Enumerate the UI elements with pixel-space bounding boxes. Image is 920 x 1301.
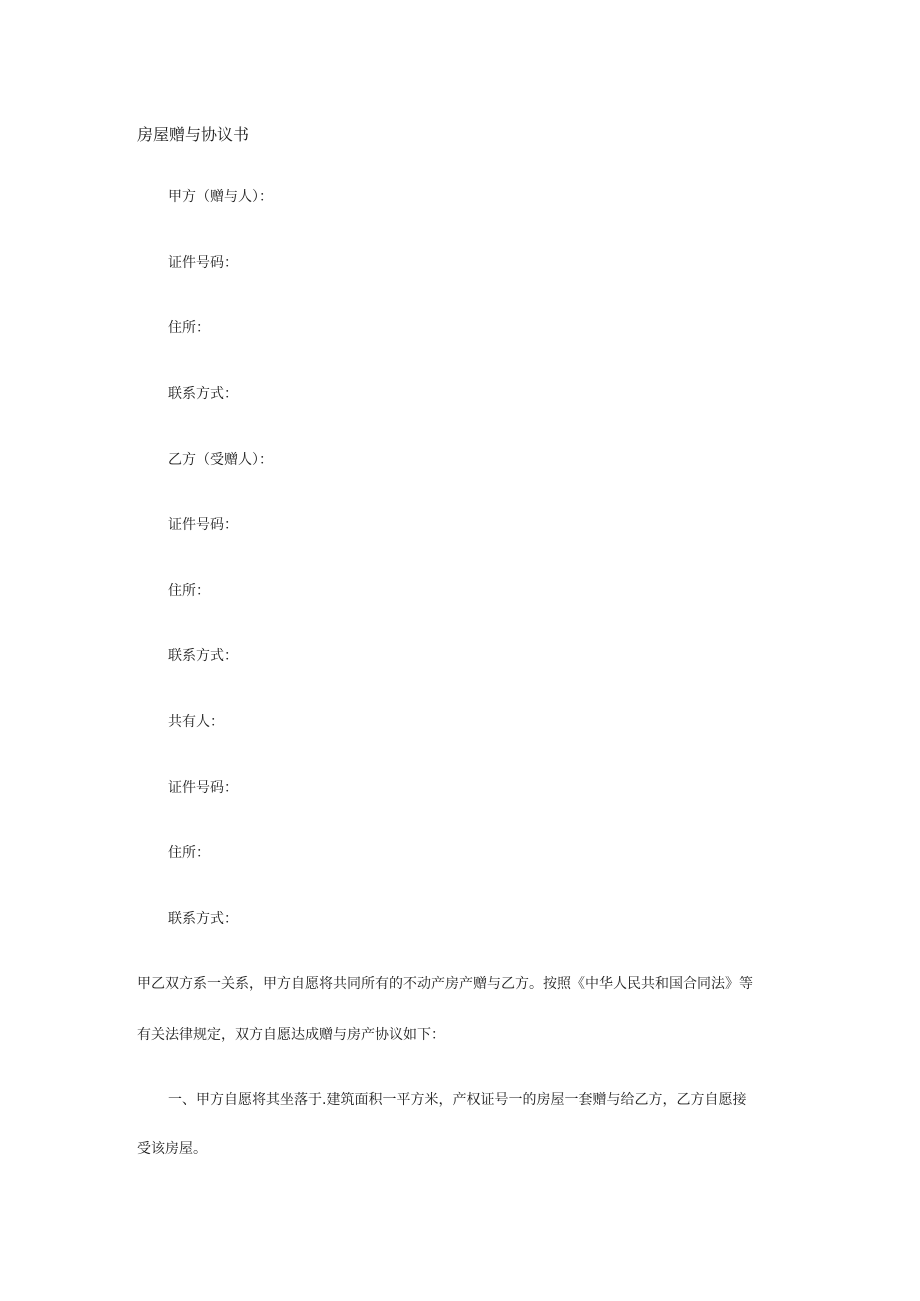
co-owner-address-label: 住所： [168, 845, 210, 861]
party-a-id-label: 证件号码： [168, 255, 238, 271]
party-b-contact-label: 联系方式： [168, 648, 238, 664]
co-owner-contact-label: 联系方式： [168, 911, 238, 927]
clause-1-line-2: 受该房屋。 [137, 1141, 207, 1157]
party-a-address-label: 住所： [168, 320, 210, 336]
clause-1-line-1: 一、甲方自愿将其坐落于.建筑面积一平方米，产权证号一的房屋一套赠与给乙方，乙方自愿接 [168, 1092, 747, 1108]
co-owner-heading: 共有人： [168, 714, 224, 730]
party-b-heading: 乙方（受赠人）： [168, 452, 273, 468]
party-b-address-label: 住所： [168, 583, 210, 599]
party-a-heading: 甲方（赠与人）： [168, 189, 273, 205]
party-a-contact-label: 联系方式： [168, 386, 238, 402]
document-title: 房屋赠与协议书 [137, 125, 250, 144]
preamble-line-1: 甲乙双方系一关系，甲方自愿将共同所有的不动产房产赠与乙方。按照《中华人民共和国合同法》等 [137, 976, 753, 992]
party-b-id-label: 证件号码： [168, 517, 238, 533]
preamble-line-2: 有关法律规定，双方自愿达成赠与房产协议如下： [137, 1027, 445, 1043]
co-owner-id-label: 证件号码： [168, 780, 238, 796]
